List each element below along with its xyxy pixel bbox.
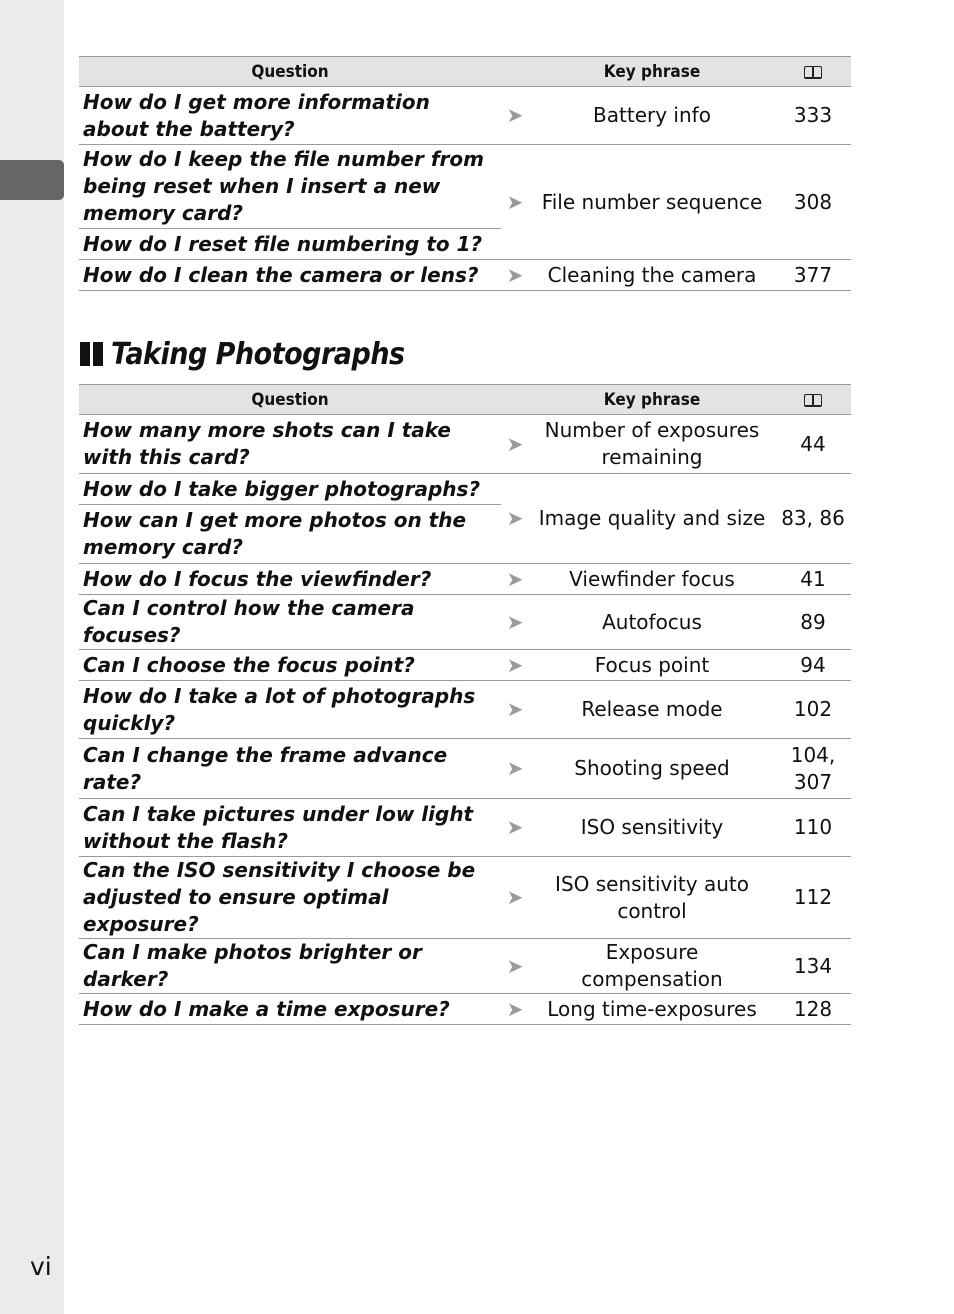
question-header: Question	[79, 385, 501, 415]
book-icon	[804, 393, 822, 407]
page-cell[interactable]: 110	[775, 799, 851, 857]
arrow-icon: ➤	[501, 994, 529, 1025]
question-cell: How do I reset file numbering to 1?	[79, 229, 501, 260]
section-marker	[93, 342, 103, 366]
arrow-icon: ➤	[501, 650, 529, 681]
page-cell[interactable]: 333	[775, 87, 851, 145]
key-phrase-cell[interactable]: Autofocus	[529, 595, 775, 650]
page-cell[interactable]: 104, 307	[775, 739, 851, 799]
question-cell: Can I choose the focus point?	[79, 650, 501, 681]
page-cell[interactable]: 83, 86	[775, 474, 851, 564]
faq-table-general	[79, 56, 851, 291]
section-heading	[80, 334, 405, 374]
question-cell: How many more shots can I take with this card?	[79, 415, 501, 474]
question-cell: Can I control how the camera focuses?	[79, 595, 501, 650]
table-header-row	[79, 385, 851, 415]
question-cell: How do I clean the camera or lens?	[79, 260, 501, 291]
key-phrase-cell[interactable]: Release mode	[529, 681, 775, 739]
question-cell: Can I make photos brighter or darker?	[79, 939, 501, 994]
book-icon	[804, 65, 822, 79]
faq-table-taking-photographs	[79, 384, 851, 1025]
table-row	[79, 939, 851, 994]
question-cell: Can the ISO sensitivity I choose be adjusted to ensure optimal exposure?	[79, 857, 501, 939]
table-row	[79, 739, 851, 799]
table-row	[79, 595, 851, 650]
arrow-icon: ➤	[501, 564, 529, 595]
arrow-header	[501, 57, 529, 87]
question-cell: How do I get more information about the battery?	[79, 87, 501, 145]
table-row	[79, 564, 851, 595]
key-phrase-header: Key phrase	[529, 385, 775, 415]
key-phrase-cell[interactable]: ISO sensitivity auto control	[529, 857, 775, 939]
question-cell: How do I take a lot of photographs quickly?	[79, 681, 501, 739]
key-phrase-cell[interactable]: Viewfinder focus	[529, 564, 775, 595]
arrow-icon: ➤	[501, 87, 529, 145]
question-cell: Can I change the frame advance rate?	[79, 739, 501, 799]
arrow-icon: ➤	[501, 857, 529, 939]
arrow-icon: ➤	[501, 681, 529, 739]
key-phrase-cell[interactable]: Number of exposures remaining	[529, 415, 775, 474]
table-row	[79, 799, 851, 857]
question-cell: How do I make a time exposure?	[79, 994, 501, 1025]
key-phrase-cell[interactable]: Long time-exposures	[529, 994, 775, 1025]
question-cell: How do I keep the file number from being reset when I insert a new memory card?	[79, 145, 501, 229]
question-cell: Can I take pictures under low light without the flash?	[79, 799, 501, 857]
table-row	[79, 681, 851, 739]
page-cell[interactable]: 377	[775, 260, 851, 291]
section-marker	[80, 342, 90, 366]
page-cell[interactable]: 94	[775, 650, 851, 681]
arrow-icon: ➤	[501, 799, 529, 857]
arrow-icon: ➤	[501, 595, 529, 650]
key-phrase-cell[interactable]: ISO sensitivity	[529, 799, 775, 857]
question-header: Question	[79, 57, 501, 87]
arrow-icon: ➤	[501, 260, 529, 291]
page-cell[interactable]: 112	[775, 857, 851, 939]
key-phrase-cell[interactable]: Image quality and size	[529, 474, 775, 564]
page-cell[interactable]: 41	[775, 564, 851, 595]
table-row	[79, 260, 851, 291]
question-cell: How do I focus the viewfinder?	[79, 564, 501, 595]
arrow-icon: ➤	[501, 415, 529, 474]
chapter-tab	[0, 160, 64, 200]
table-row	[79, 650, 851, 681]
page-cell[interactable]: 308	[775, 145, 851, 260]
arrow-icon: ➤	[501, 145, 529, 260]
key-phrase-cell[interactable]: Focus point	[529, 650, 775, 681]
key-phrase-cell[interactable]: Shooting speed	[529, 739, 775, 799]
page-header	[775, 57, 851, 87]
key-phrase-cell[interactable]: Exposure compensation	[529, 939, 775, 994]
table-row	[79, 415, 851, 474]
page-cell[interactable]: 128	[775, 994, 851, 1025]
table-header-row	[79, 57, 851, 87]
table-row	[79, 474, 851, 505]
page-cell[interactable]: 134	[775, 939, 851, 994]
page-cell[interactable]: 102	[775, 681, 851, 739]
key-phrase-cell[interactable]: Battery info	[529, 87, 775, 145]
arrow-icon: ➤	[501, 474, 529, 564]
page-header	[775, 385, 851, 415]
question-cell: How can I get more photos on the memory card?	[79, 505, 501, 564]
key-phrase-header: Key phrase	[529, 57, 775, 87]
page-cell[interactable]: 44	[775, 415, 851, 474]
table-row	[79, 145, 851, 229]
question-cell: How do I take bigger photographs?	[79, 474, 501, 505]
page-number: vi	[30, 1252, 52, 1281]
table-row	[79, 87, 851, 145]
key-phrase-cell[interactable]: File number sequence	[529, 145, 775, 260]
arrow-icon: ➤	[501, 939, 529, 994]
arrow-icon: ➤	[501, 739, 529, 799]
table-row	[79, 857, 851, 939]
section-title: Taking Photographs	[111, 336, 405, 372]
key-phrase-cell[interactable]: Cleaning the camera	[529, 260, 775, 291]
table-row	[79, 994, 851, 1025]
arrow-header	[501, 385, 529, 415]
page-cell[interactable]: 89	[775, 595, 851, 650]
